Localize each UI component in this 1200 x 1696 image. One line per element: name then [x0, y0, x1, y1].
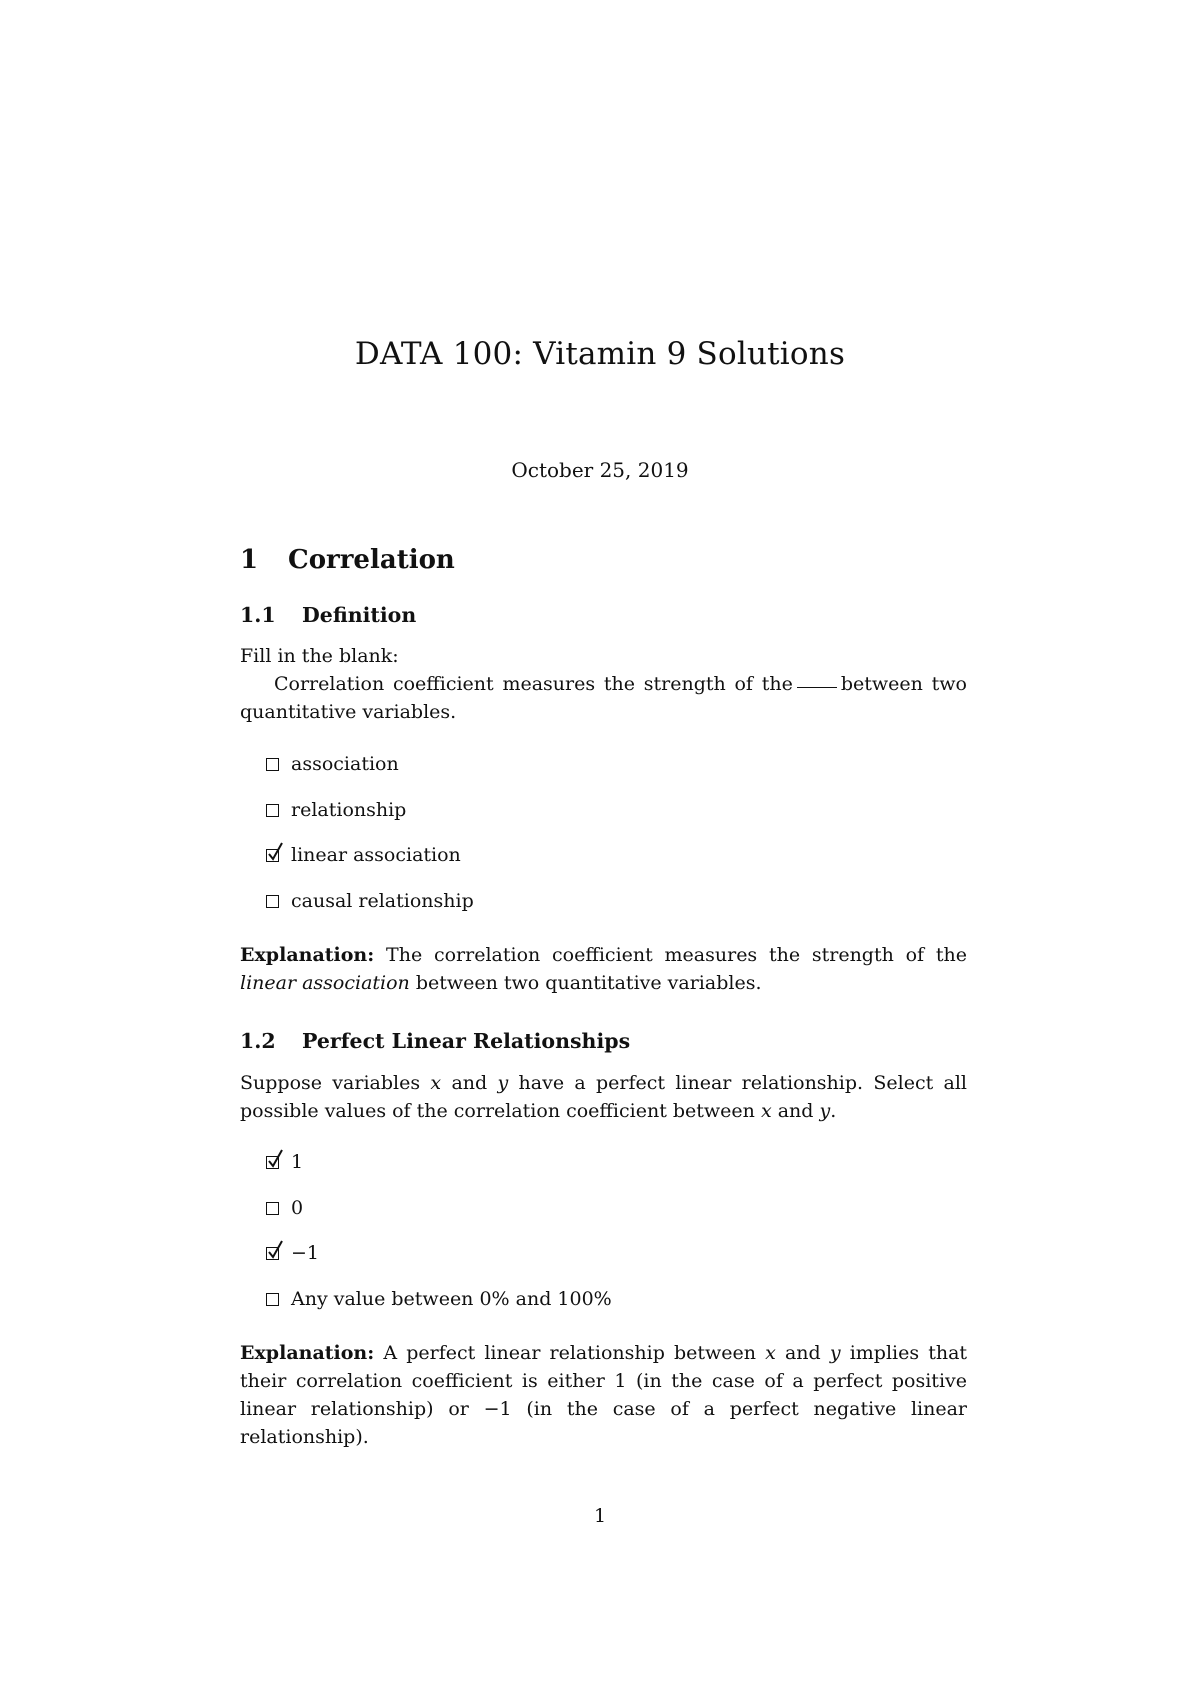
question-text-before: Correlation coefficient measures the strength of the [274, 673, 793, 695]
subsection-heading-definition [240, 603, 416, 627]
variable-x: x [760, 1100, 772, 1122]
explanation-label: Explanation: [240, 1342, 375, 1364]
variable-y: y [819, 1100, 831, 1122]
option-any-value[interactable] [266, 1287, 612, 1311]
option-label: causal relationship [291, 890, 474, 912]
option-causal-relationship[interactable] [266, 889, 474, 913]
explanation-definition [240, 941, 967, 997]
section-title: Correlation [288, 545, 455, 575]
option-relationship[interactable] [266, 798, 406, 822]
variable-y: y [829, 1342, 841, 1364]
explanation-label: Explanation: [240, 944, 375, 966]
question-text-after: between two quantitative variables. [240, 673, 967, 723]
explanation-part-b: and [784, 1342, 821, 1364]
question-text [240, 670, 967, 726]
option-label: −1 [291, 1242, 320, 1264]
subsection-heading-perfect-linear [240, 1029, 630, 1053]
subsection-title: Perfect Linear Relationships [302, 1029, 631, 1053]
option-association[interactable] [266, 752, 399, 776]
explanation-perfect-linear [240, 1339, 967, 1451]
option-label: linear association [291, 844, 461, 866]
checkbox-unchecked-icon[interactable] [266, 1202, 279, 1215]
question-perfect-linear [240, 1069, 967, 1125]
question-part-c: have a perfect linear relationship. Select all possible values of the correlation coefficient between [240, 1072, 968, 1122]
explanation-part-a: A perfect linear relationship between [383, 1342, 756, 1364]
option-label: association [291, 753, 399, 775]
checkbox-unchecked-icon[interactable] [266, 1293, 279, 1306]
variable-x: x [765, 1342, 776, 1364]
explanation-emphasis: linear association [240, 972, 410, 994]
question-part-b: and [451, 1072, 488, 1094]
section-number: 1 [240, 545, 259, 575]
fill-in-blank [797, 687, 837, 688]
document-title: DATA 100: Vitamin 9 Solutions [354, 336, 846, 372]
checkbox-unchecked-icon[interactable] [266, 758, 279, 771]
explanation-text-after: between two quantitative variables. [415, 972, 762, 994]
option-label: 0 [291, 1197, 304, 1219]
option-label: 1 [291, 1151, 304, 1173]
option-one[interactable] [266, 1150, 303, 1174]
section-heading-correlation [240, 545, 455, 575]
variable-y: y [497, 1072, 509, 1094]
document-date: October 25, 2019 [511, 458, 689, 482]
checkbox-checked-icon[interactable] [266, 1156, 279, 1169]
option-negative-one[interactable] [266, 1241, 319, 1265]
question-end: . [830, 1100, 837, 1122]
checkbox-checked-icon[interactable] [266, 849, 279, 862]
explanation-text-before: The correlation coefficient measures the strength of the [386, 944, 967, 966]
option-label: Any value between 0% and 100% [291, 1288, 612, 1310]
question-prompt: Fill in the blank: [240, 645, 399, 667]
subsection-number: 1.2 [240, 1029, 276, 1053]
question-part-d: and [777, 1100, 814, 1122]
variable-x: x [430, 1072, 442, 1094]
question-part-a: Suppose variables [240, 1072, 421, 1094]
checkbox-unchecked-icon[interactable] [266, 804, 279, 817]
page-number: 1 [593, 1505, 607, 1527]
subsection-number: 1.1 [240, 603, 276, 627]
option-zero[interactable] [266, 1196, 303, 1220]
checkbox-unchecked-icon[interactable] [266, 895, 279, 908]
option-linear-association[interactable] [266, 843, 461, 867]
option-label: relationship [291, 799, 407, 821]
subsection-title: Definition [302, 603, 417, 627]
explanation-part-c: implies that their correlation coefficient is either 1 (in the case of a perfect positive linear relationship) or −1 (in the case of a perfect negative linear relationship). [240, 1342, 968, 1448]
checkbox-checked-icon[interactable] [266, 1247, 279, 1260]
